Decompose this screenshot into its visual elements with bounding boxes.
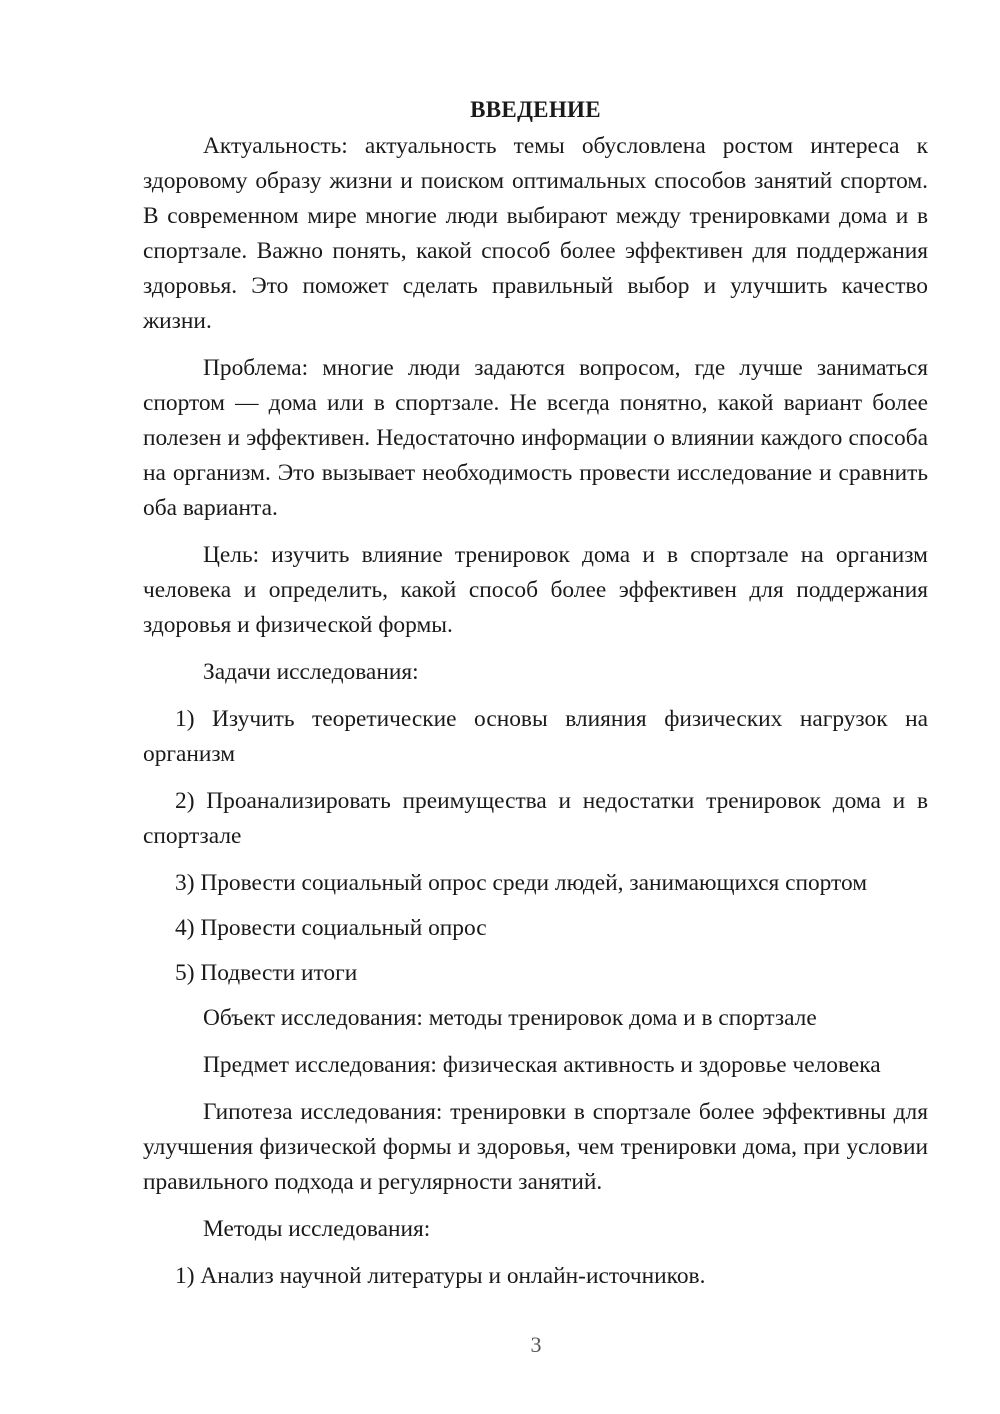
method-item-1: 1) Анализ научной литературы и онлайн-источников. (175, 1263, 706, 1289)
task-item-1: 1) Изучить теоретические основы влияния физических нагрузок на организм (143, 706, 928, 767)
page-number: 3 (530, 1332, 542, 1357)
page-content (143, 92, 928, 1306)
methods-heading: Методы исследования: (203, 1216, 431, 1242)
task-item-2: 2) Проанализировать преимущества и недостатки тренировок дома и в спортзале (143, 788, 928, 849)
section-title: ВВЕДЕНИЕ (470, 97, 601, 122)
paragraph-relevance: Актуальность: актуальность темы обусловлена ростом интереса к здоровому образу жизни и поиском оптимальных способов занятий спортом. В современном мире многие люди выбирают между тренировками дома и в спортзале. Важно понять, какой способ более эффективен для поддержания здоровья. Это поможет сделать правильный выбор и улучшить качество жизни. (143, 133, 928, 334)
paragraph-goal: Цель: изучить влияние тренировок дома и в спортзале на организм человека и определить, какой способ более эффективен для поддержания здоровья и физической формы. (143, 542, 928, 638)
task-item-4: 4) Провести социальный опрос (175, 915, 487, 941)
task-item-5: 5) Подвести итоги (175, 960, 358, 986)
paragraph-subject: Предмет исследования: физическая активность и здоровье человека (203, 1052, 881, 1078)
task-item-3: 3) Провести социальный опрос среди людей, занимающихся спортом (175, 870, 868, 896)
paragraph-hypothesis: Гипотеза исследования: тренировки в спортзале более эффективны для улучшения физической формы и здоровья, чем тренировки дома, при условии правильного подхода и регулярности занятий. (143, 1099, 928, 1195)
paragraph-problem: Проблема: многие люди задаются вопросом, где лучше заниматься спортом — дома или в спортзале. Не всегда понятно, какой вариант более полезен и эффективен. Недостаточно информации о влиянии каждого способа на организм. Это вызывает необходимость провести исследование и сравнить оба варианта. (143, 355, 928, 521)
paragraph-object: Объект исследования: методы тренировок дома и в спортзале (203, 1005, 817, 1031)
tasks-heading: Задачи исследования: (203, 659, 419, 685)
